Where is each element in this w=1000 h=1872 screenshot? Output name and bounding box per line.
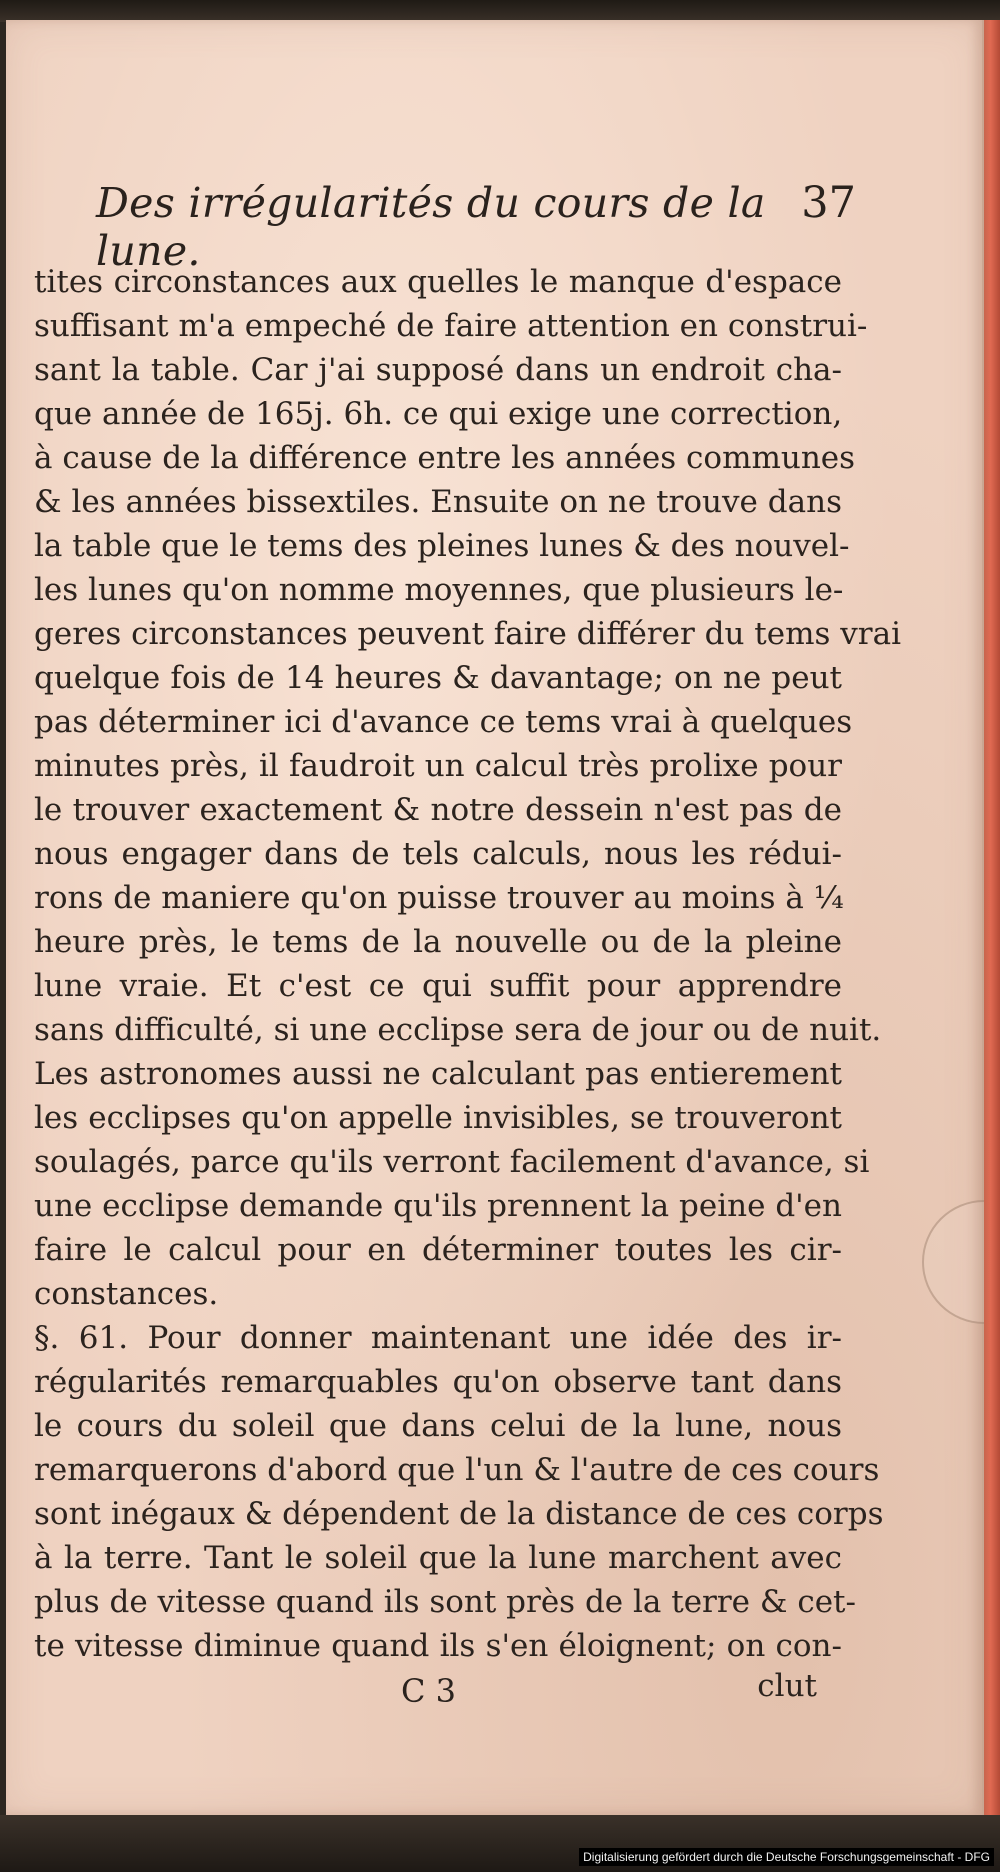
catchword: clut: [757, 1668, 817, 1704]
text-line: constances.: [34, 1276, 219, 1312]
scan-top-border: [0, 0, 1000, 22]
text-line: à cause de la différence entre les années communes: [34, 440, 856, 476]
page-number: 37: [801, 178, 856, 228]
text-line: Les astronomes aussi ne calculant pas entierement: [34, 1056, 842, 1092]
body-text: [34, 260, 901, 1668]
text-line: lune vraie. Et c'est ce qui suffit pour apprendre: [34, 968, 842, 1004]
text-line: tites circonstances aux quelles le manque d'espace: [34, 264, 842, 300]
text-line: §. 61. Pour donner maintenant une idée des ir-: [34, 1320, 842, 1356]
text-line: les lunes qu'on nomme moyennes, que plusieurs le-: [34, 572, 844, 608]
text-line: & les années bissextiles. Ensuite on ne trouve dans: [34, 484, 842, 520]
text-line: le cours du soleil que dans celui de la lune, nous: [34, 1408, 842, 1444]
text-line: faire le calcul pour en déterminer toutes les cir-: [34, 1232, 842, 1268]
book-page: [6, 20, 984, 1815]
text-line: te vitesse diminue quand ils s'en éloignent; on con-: [34, 1628, 842, 1664]
text-line: une ecclipse demande qu'ils prennent la peine d'en: [34, 1188, 842, 1224]
running-header: [96, 178, 856, 275]
text-line: que année de 165j. 6h. ce qui exige une correction,: [34, 396, 843, 432]
text-line: soulagés, parce qu'ils verront facilement d'avance, si: [34, 1144, 870, 1180]
text-line: à la terre. Tant le soleil que la lune marchent avec: [34, 1540, 842, 1576]
text-line: geres circonstances peuvent faire différer du tems vrai: [34, 616, 901, 652]
text-line: suffisant m'a empeché de faire attention en construi-: [34, 308, 868, 344]
text-line: le trouver exactement & notre dessein n'est pas de: [34, 792, 842, 828]
signature-mark: C 3: [401, 1672, 457, 1710]
book-edge: [984, 20, 1000, 1815]
text-line: sont inégaux & dépendent de la distance de ces corps: [34, 1496, 884, 1532]
text-line: la table que le tems des pleines lunes & des nouvel-: [34, 528, 850, 564]
text-line: nous engager dans de tels calculs, nous les rédui-: [34, 836, 842, 872]
text-line: plus de vitesse quand ils sont près de la terre & cet-: [34, 1584, 856, 1620]
digitization-credit: Digitalisierung gefördert durch die Deutsche Forschungsgemeinschaft - DFG: [579, 1848, 994, 1866]
text-line: pas déterminer ici d'avance ce tems vrai à quelques: [34, 704, 853, 740]
text-line: remarquerons d'abord que l'un & l'autre de ces cours: [34, 1452, 880, 1488]
text-line: rons de maniere qu'on puisse trouver au moins à ¼: [34, 880, 844, 916]
text-line: les ecclipses qu'on appelle invisibles, se trouveront: [34, 1100, 842, 1136]
text-line: sant la table. Car j'ai supposé dans un endroit cha-: [34, 352, 842, 388]
running-title: Des irrégularités du cours de la lune.: [96, 179, 766, 275]
scan-bottom-border: [0, 1815, 1000, 1872]
text-line: quelque fois de 14 heures & davantage; on ne peut: [34, 660, 842, 696]
text-line: sans difficulté, si une ecclipse sera de jour ou de nuit.: [34, 1012, 882, 1048]
text-line: heure près, le tems de la nouvelle ou de la pleine: [34, 924, 842, 960]
text-line: minutes près, il faudroit un calcul très prolixe pour: [34, 748, 842, 784]
text-line: régularités remarquables qu'on observe tant dans: [34, 1364, 842, 1400]
